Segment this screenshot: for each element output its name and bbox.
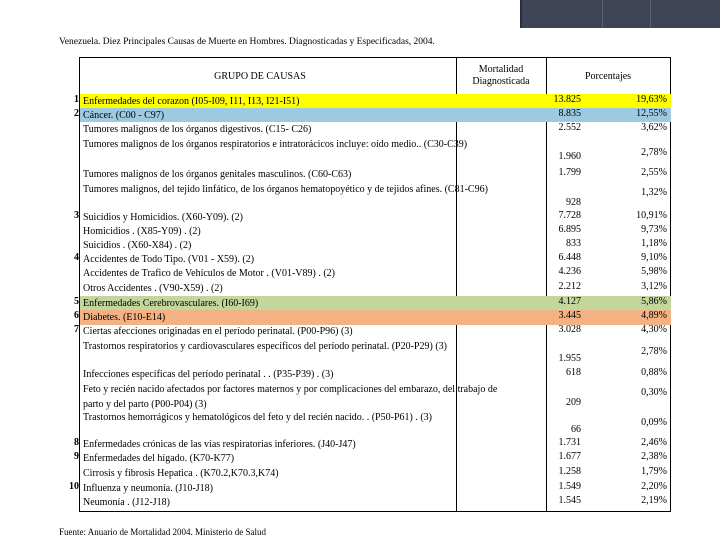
mortality-value: 2.552 xyxy=(558,122,581,133)
cause-label: Enfermedades del corazon (I05-I09, I11, I13, I21-I51) xyxy=(83,96,300,107)
header-mortalidad xyxy=(460,64,542,88)
mortality-value: 6.895 xyxy=(558,224,581,235)
top-band-divider xyxy=(520,0,522,28)
percentage-value: 1,18% xyxy=(641,238,667,249)
header-mortalidad-line1: Mortalidad xyxy=(478,64,524,75)
row-number: 10 xyxy=(69,481,79,492)
cause-label: Suicidios . (X60-X84) . (2) xyxy=(83,240,192,251)
header-porcentajes: Porcentajes xyxy=(584,71,632,82)
mortality-value: 1.549 xyxy=(558,481,581,492)
table-bottom-border xyxy=(79,511,671,512)
cause-label: Diabetes. (E10-E14) xyxy=(83,312,166,323)
mortality-value: 1.677 xyxy=(558,451,581,462)
row-number: 2 xyxy=(74,108,79,119)
mortality-value: 1.545 xyxy=(558,495,581,506)
percentage-value: 9,73% xyxy=(641,224,667,235)
table-row xyxy=(59,122,671,137)
source-note: Fuente: Anuario de Mortalidad 2004. Ministerio de Salud xyxy=(59,527,266,537)
percentage-value: 5,98% xyxy=(641,266,667,277)
percentage-value: 2,78% xyxy=(641,147,667,158)
cause-label: Ciertas afecciones originadas en el período perinatal. (P00-P96) (3) xyxy=(83,326,353,337)
percentage-value: 2,38% xyxy=(641,451,667,462)
mortality-value: 209 xyxy=(566,397,581,408)
table-row xyxy=(59,339,671,367)
mortality-value: 6.448 xyxy=(558,252,581,263)
cause-label: Infecciones específicas del período perinatal . . (P35-P39) . (3) xyxy=(83,369,334,380)
mortality-value: 2.212 xyxy=(558,281,581,292)
percentage-value: 2,20% xyxy=(641,481,667,492)
percentage-value: 9,10% xyxy=(641,252,667,263)
mortality-value: 3.445 xyxy=(558,310,581,321)
row-number: 1 xyxy=(74,94,79,105)
row-number: 6 xyxy=(74,310,79,321)
cause-label: Accidentes de Todo Tipo. (V01 - X59). (2) xyxy=(83,254,255,265)
cause-label: Enfermedades Cerebrovasculares. (I60-I69) xyxy=(83,298,259,309)
table-row xyxy=(59,410,671,440)
top-band-line xyxy=(650,0,651,28)
percentage-value: 4,30% xyxy=(641,324,667,335)
cause-label: Cirrosis y fibrosis Hepatica . (K70.2,K70.3,K74) xyxy=(83,468,279,479)
table-row xyxy=(59,451,671,466)
cause-label: Enfermedades crónicas de las vías respiratorias inferiores. (J40-J47) xyxy=(83,439,356,450)
cause-label: Tumores malignos, del tejido linfático, de los órganos hematopoyético y de tejidos afines. (C81-C96) xyxy=(83,184,488,195)
percentage-value: 4,89% xyxy=(641,310,667,321)
cause-label: Feto y recién nacido afectados por factores maternos y por complicaciones del embarazo, del trabajo de parto y del parto (P00-P04) (3) xyxy=(83,384,498,410)
mortality-value: 1.731 xyxy=(558,437,581,448)
table-row xyxy=(59,108,671,122)
table-row xyxy=(59,310,671,325)
cause-label: Cáncer. (C00 - C97) xyxy=(83,110,165,121)
cause-label: Accidentes de Trafico de Vehículos de Motor . (V01-V89) . (2) xyxy=(83,268,335,279)
percentage-value: 2,46% xyxy=(641,437,667,448)
percentage-value: 12,55% xyxy=(636,108,667,119)
percentage-value: 0,88% xyxy=(641,367,667,378)
percentage-value: 2,55% xyxy=(641,167,667,178)
table-row xyxy=(59,224,671,239)
header-mortalidad-line2: Diagnosticada xyxy=(472,76,530,87)
table-row xyxy=(59,182,671,212)
cause-label: Suicidios y Homicidios. (X60-Y09). (2) xyxy=(83,212,243,223)
percentage-value: 19,63% xyxy=(636,94,667,105)
mortality-value: 4.236 xyxy=(558,266,581,277)
percentage-value: 0,30% xyxy=(641,387,667,398)
row-number: 4 xyxy=(74,252,79,263)
table-row xyxy=(59,281,671,296)
mortality-value: 833 xyxy=(566,238,581,249)
cause-label: Tumores malignos de los órganos digestivos. (C15- C26) xyxy=(83,124,312,135)
table-row xyxy=(59,210,671,224)
table-row xyxy=(59,266,671,281)
mortality-value: 4.127 xyxy=(558,296,581,307)
percentage-value: 1,79% xyxy=(641,466,667,477)
percentage-value: 2,19% xyxy=(641,495,667,506)
mortality-value: 928 xyxy=(566,197,581,208)
mortality-value: 618 xyxy=(566,367,581,378)
cause-label: Otros Accidentes . (V90-X59) . (2) xyxy=(83,283,223,294)
mortality-value: 8.835 xyxy=(558,108,581,119)
cause-label: Neumonía . (J12-J18) xyxy=(83,497,170,508)
mortality-value: 1.799 xyxy=(558,167,581,178)
row-number: 8 xyxy=(74,437,79,448)
cause-label: Tumores malignos de los órganos genitales masculinos. (C60-C63) xyxy=(83,169,352,180)
percentage-value: 1,32% xyxy=(641,187,667,198)
top-dark-band xyxy=(520,0,720,28)
percentage-value: 3,12% xyxy=(641,281,667,292)
table-row xyxy=(59,481,671,496)
header-grupo: GRUPO DE CAUSAS xyxy=(214,71,306,82)
table-row xyxy=(59,495,671,511)
mortality-value: 3.028 xyxy=(558,324,581,335)
table-row xyxy=(59,437,671,452)
cause-label: Trastornos hemorrágicos y hematológicos del feto y del recién nacido. . (P50-P61) . (3) xyxy=(83,412,432,423)
table-top-border xyxy=(79,57,671,58)
cause-label: Homicidios . (X85-Y09) . (2) xyxy=(83,226,201,237)
cause-label: Influenza y neumonía. (J10-J18) xyxy=(83,483,213,494)
cause-label: Enfermedades del hígado. (K70-K77) xyxy=(83,453,235,464)
table-row xyxy=(59,94,671,108)
row-number: 3 xyxy=(74,210,79,221)
top-band-line xyxy=(602,0,603,28)
table-row xyxy=(59,252,671,267)
table-row xyxy=(59,367,671,382)
row-number: 7 xyxy=(74,324,79,335)
table-row xyxy=(59,324,671,339)
percentage-value: 5,86% xyxy=(641,296,667,307)
row-number: 5 xyxy=(74,296,79,307)
percentage-value: 0,09% xyxy=(641,417,667,428)
cause-label: Tumores malignos de los órganos respiratorios e intratorácicos incluye: oído medio.. (C30-C39) xyxy=(83,139,468,150)
mortality-value: 1.960 xyxy=(558,151,581,162)
table-row xyxy=(59,137,671,167)
table-row xyxy=(59,167,671,182)
table-row xyxy=(59,296,671,311)
percentage-value: 10,91% xyxy=(636,210,667,221)
table-row xyxy=(59,238,671,253)
percentage-value: 2,78% xyxy=(641,346,667,357)
top-decor-bar xyxy=(0,0,720,28)
percentage-value: 3,62% xyxy=(641,122,667,133)
mortality-value: 7.728 xyxy=(558,210,581,221)
cause-label: Trastornos respiratorios y cardiovasculares específicos del período perinatal. (P20-P29) (3) xyxy=(83,341,447,352)
page-title: Venezuela. Diez Principales Causas de Muerte en Hombres. Diagnosticadas y Especificadas, 2004. xyxy=(59,37,435,47)
mortality-value: 1.955 xyxy=(558,353,581,364)
table-row xyxy=(59,466,671,481)
row-number: 9 xyxy=(74,451,79,462)
mortality-value: 1.258 xyxy=(558,466,581,477)
mortality-value: 66 xyxy=(571,424,581,435)
table-row xyxy=(59,382,671,410)
mortality-value: 13.825 xyxy=(553,94,581,105)
